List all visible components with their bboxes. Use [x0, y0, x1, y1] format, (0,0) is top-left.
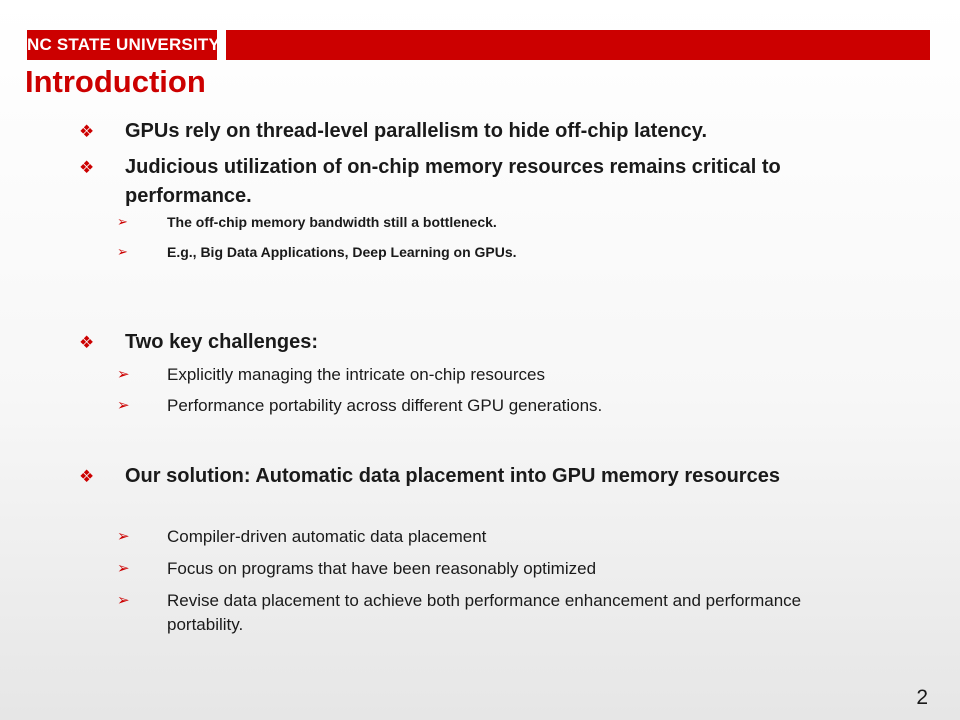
bullet-text: GPUs rely on thread-level parallelism to hide off-chip latency.: [125, 120, 708, 142]
diamond-bullet-icon: ❖: [79, 122, 95, 141]
diamond-bullet-icon: ❖: [79, 467, 95, 486]
sub-bullet-text: The off-chip memory bandwidth still a bottleneck.: [167, 214, 497, 230]
sub-bullet-text: Focus on programs that have been reasonably optimized: [167, 559, 597, 578]
page-number: 2: [916, 686, 928, 709]
sub-bullet-text: E.g., Big Data Applications, Deep Learning on GPUs.: [167, 244, 517, 260]
slide-title: Introduction: [25, 64, 206, 99]
arrow-bullet-icon: ➢: [117, 560, 130, 577]
arrow-bullet-icon: ➢: [117, 244, 128, 259]
sub-bullet-text: Revise data placement to achieve both performance enhancement and performance portability.: [167, 591, 802, 634]
university-logo: NC STATE UNIVERSITY: [27, 30, 217, 60]
sub-bullet-text: Compiler-driven automatic data placement: [167, 527, 487, 546]
sub-bullet-text: Explicitly managing the intricate on-chip resources: [167, 365, 545, 384]
arrow-bullet-icon: ➢: [117, 214, 128, 229]
arrow-bullet-icon: ➢: [117, 366, 130, 383]
bullet-text: Judicious utilization of on-chip memory resources remains critical to performance.: [125, 156, 781, 207]
diamond-bullet-icon: ❖: [79, 158, 95, 177]
arrow-bullet-icon: ➢: [117, 397, 130, 414]
bullet-text: Two key challenges:: [125, 331, 319, 353]
bullet-text: Our solution: Automatic data placement into GPU memory resources: [125, 465, 780, 487]
arrow-bullet-icon: ➢: [117, 592, 130, 609]
sub-bullet-text: Performance portability across different GPU generations.: [167, 396, 603, 415]
arrow-bullet-icon: ➢: [117, 528, 130, 545]
diamond-bullet-icon: ❖: [79, 333, 95, 352]
